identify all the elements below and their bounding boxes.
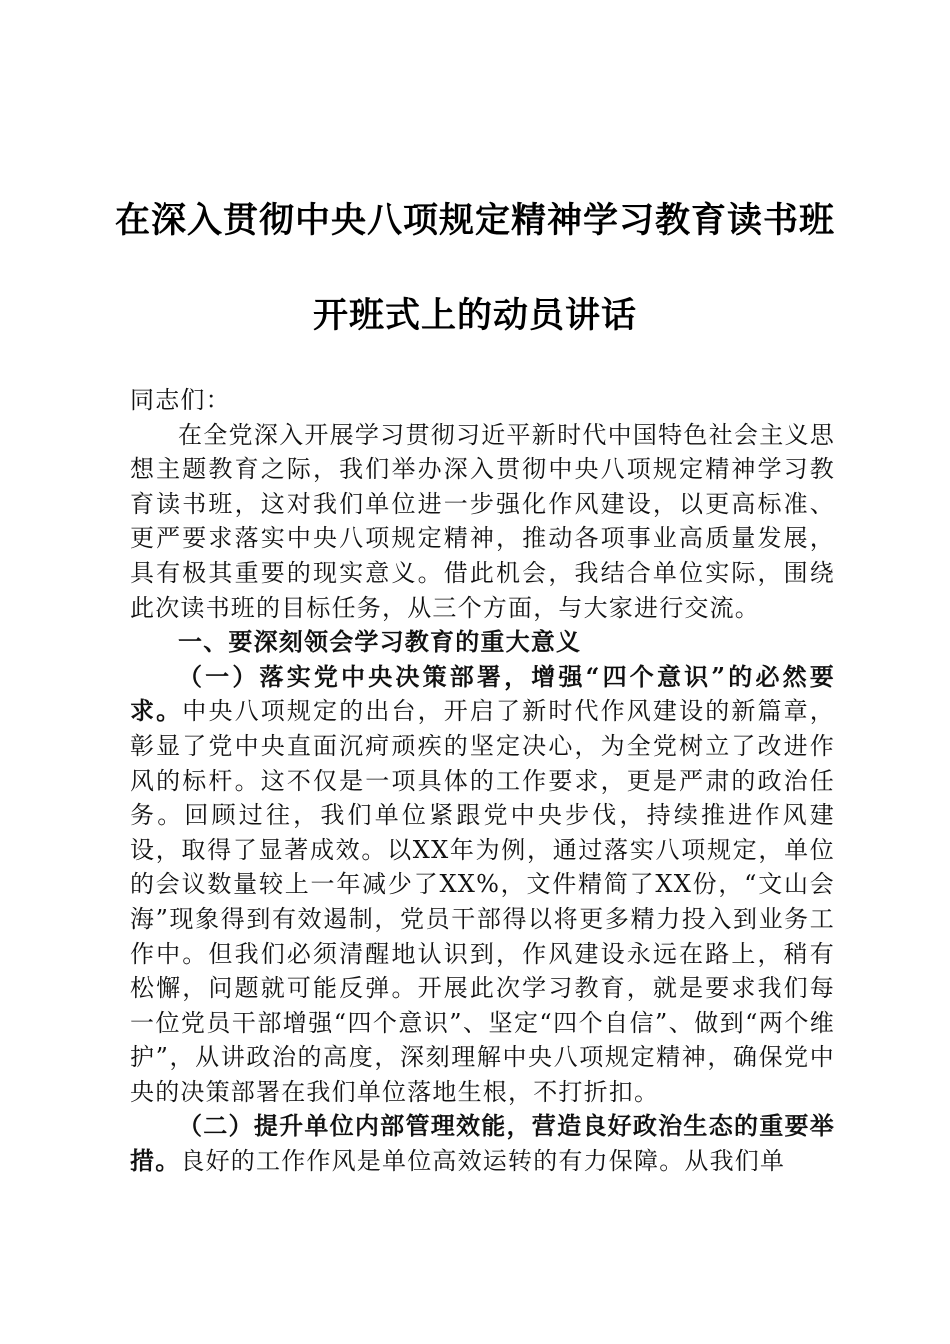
document-title-line-2: 开班式上的动员讲话 bbox=[312, 296, 637, 336]
subsection-2-body: 良好的工作作风是单位高效运转的有力保障。从我们单 bbox=[180, 1147, 786, 1176]
document-title-line-1: 在深入贯彻中央八项规定精神学习教育读书班 bbox=[114, 201, 835, 241]
subsection-2-heading: （二）提升单位内部管理效能，营造良好政治生态的重要举措。 bbox=[130, 1111, 835, 1176]
document-body bbox=[130, 383, 835, 1179]
intro-paragraph: 在全党深入开展学习贯彻习近平新时代中国特色社会主义思想主题教育之际，我们举办深入贯彻中央八项规定精神学习教育读书班，这对我们单位进一步强化作风建设，以更高标准、更严要求落实中央八项规定精神，推动各项事业高质量发展，具有极其重要的现实意义。借此机会，我结合单位实际，围绕此次读书班的目标任务，从三个方面，与大家进行交流。 bbox=[130, 420, 835, 622]
subsection-1-heading: （一）落实党中央决策部署，增强“四个意识”的必然要求。 bbox=[130, 661, 835, 726]
section-heading-1: 一、要深刻领会学习教育的重大意义 bbox=[178, 628, 582, 657]
subsection-2-paragraph bbox=[130, 1109, 835, 1178]
subsection-1-paragraph bbox=[130, 660, 835, 1110]
subsection-1-body: 中央八项规定的出台，开启了新时代作风建设的新篇章，彰显了党中央直面沉疴顽疾的坚定决心，为全党树立了改进作风的标杆。这不仅是一项具体的工作要求，更是严肃的政治任务。回顾过往，我们单位紧跟党中央步伐，持续推进作风建设，取得了显著成效。以XX年为例，通过落实八项规定，单位的会议数量较上一年减少了XX%，文件精简了XX份，“文山会海”现象得到有效遏制，党员干部得以将更多精力投入到业务工作中。但我们必须清醒地认识到，作风建设永远在路上，稍有松懈，问题就可能反弹。开展此次学习教育，就是要求我们每一位党员干部增强“四个意识”、坚定“四个自信”、做到“两个维护”，从讲政治的高度，深刻理解中央八项规定精神，确保党中央的决策部署在我们单位落地生根，不打折扣。 bbox=[130, 697, 835, 1106]
salutation: 同志们： bbox=[130, 386, 231, 414]
